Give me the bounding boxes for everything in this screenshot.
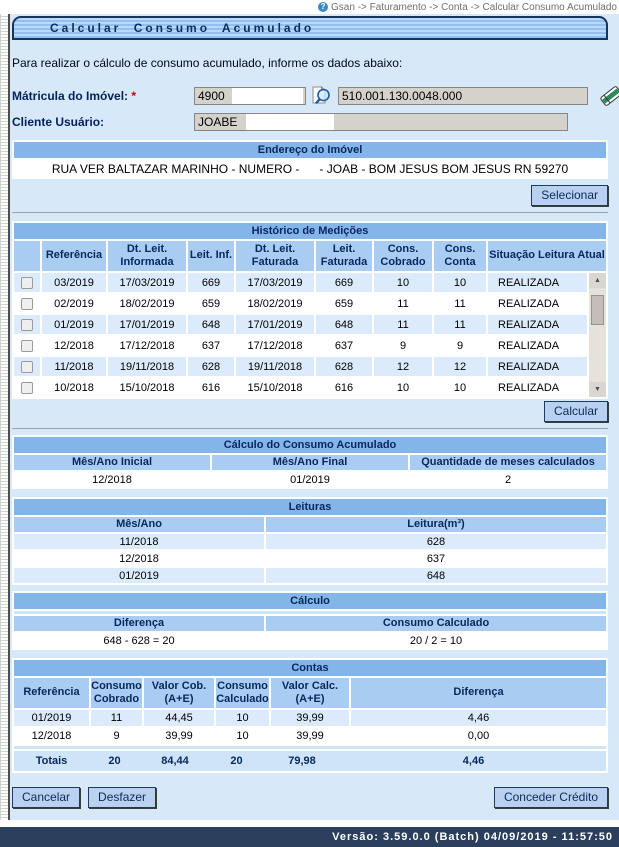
required-marker: * bbox=[131, 89, 137, 103]
hist-cell: 11/2018 bbox=[42, 357, 106, 376]
matricula-input-wrap bbox=[194, 87, 306, 105]
inscricao-input-wrap bbox=[338, 87, 588, 105]
hist-cell: REALIZADA bbox=[488, 294, 587, 313]
contas-title: Contas bbox=[14, 660, 606, 676]
value-cell: 12/2018 bbox=[14, 551, 264, 566]
value-cell: 2 bbox=[410, 472, 606, 487]
value-cell: 44,45 bbox=[144, 710, 214, 726]
search-icon[interactable] bbox=[310, 86, 332, 106]
leituras-rows bbox=[14, 534, 606, 583]
cliente-input-wrap bbox=[194, 113, 568, 131]
calculo-title: Cálculo bbox=[14, 593, 606, 609]
hist-cell: 19/11/2018 bbox=[108, 357, 186, 376]
row-checkbox-cell bbox=[14, 315, 40, 334]
column-header: Consumo Calculado bbox=[216, 678, 269, 708]
column-header: Cons. Cobrado bbox=[374, 241, 432, 271]
totals-cell: 79,98 bbox=[288, 755, 316, 767]
hist-cell: 12/2018 bbox=[42, 336, 106, 355]
hist-cell: 669 bbox=[188, 273, 234, 292]
hist-cell: REALIZADA bbox=[488, 273, 587, 292]
table-spacer bbox=[14, 611, 606, 614]
hist-cell: 648 bbox=[188, 315, 234, 334]
row-checkbox-cell bbox=[14, 294, 40, 313]
hist-cell: 19/11/2018 bbox=[236, 357, 314, 376]
column-header: Referência bbox=[42, 241, 106, 271]
hist-cell: REALIZADA bbox=[488, 336, 587, 355]
cliente-label: Cliente Usuário: bbox=[12, 115, 105, 129]
hist-cell: 10 bbox=[374, 378, 432, 397]
column-header: Leitura(m³) bbox=[266, 517, 606, 532]
column-header: Consumo Calculado bbox=[266, 616, 606, 631]
hist-cell: 637 bbox=[188, 336, 234, 355]
hist-cell: 10 bbox=[434, 273, 486, 292]
table-spacer bbox=[14, 746, 606, 749]
value-cell: 11/2018 bbox=[14, 534, 264, 549]
hist-cell: 659 bbox=[188, 294, 234, 313]
endereco-table bbox=[12, 140, 608, 179]
left-edge-decoration bbox=[0, 14, 10, 820]
page-title: Calcular Consumo Acumulado bbox=[12, 16, 608, 40]
scrollbar[interactable] bbox=[589, 273, 606, 397]
column-header: Mês/Ano bbox=[14, 517, 264, 532]
totals-cell: Totais bbox=[35, 755, 68, 767]
breadcrumb bbox=[0, 0, 619, 14]
historico-title: Histórico de Medições bbox=[14, 223, 606, 239]
column-header: Consumo Cobrado bbox=[91, 678, 142, 708]
scrollbar-thumb[interactable] bbox=[591, 295, 604, 325]
row-checkbox[interactable] bbox=[21, 340, 33, 352]
divider bbox=[12, 428, 608, 429]
hist-cell: 669 bbox=[316, 273, 372, 292]
historico-body bbox=[14, 273, 606, 397]
hist-cell: REALIZADA bbox=[488, 315, 587, 334]
value-cell: 20 / 2 = 10 bbox=[266, 633, 606, 648]
hist-cell: 10/2018 bbox=[42, 378, 106, 397]
hist-cell: 12 bbox=[434, 357, 486, 376]
selecionar-button[interactable]: Selecionar bbox=[531, 185, 608, 206]
hist-cell: 10 bbox=[374, 273, 432, 292]
hist-cell: 659 bbox=[316, 294, 372, 313]
hist-cell: 01/2019 bbox=[42, 315, 106, 334]
column-header: Leit. Inf. bbox=[188, 241, 234, 271]
hist-cell: REALIZADA bbox=[488, 378, 587, 397]
header-checkbox-col bbox=[14, 241, 40, 271]
leituras-headers bbox=[14, 517, 606, 532]
column-header: Referência bbox=[14, 678, 89, 708]
column-header: Valor Cob. (A+E) bbox=[144, 678, 214, 708]
matricula-label: Mátricula do Imóvel: * bbox=[12, 89, 137, 103]
row-checkbox[interactable] bbox=[21, 319, 33, 331]
value-cell: 11 bbox=[91, 710, 142, 726]
hist-cell: 628 bbox=[316, 357, 372, 376]
divider bbox=[12, 212, 608, 213]
value-cell: 01/2019 bbox=[212, 472, 408, 487]
row-checkbox[interactable] bbox=[21, 361, 33, 373]
hist-cell: 17/03/2019 bbox=[236, 273, 314, 292]
hist-cell: 637 bbox=[316, 336, 372, 355]
calculo-acumulado-values bbox=[14, 472, 606, 487]
hist-cell: 15/10/2018 bbox=[236, 378, 314, 397]
totals-cell: 20 bbox=[108, 755, 121, 767]
hist-cell: 628 bbox=[188, 357, 234, 376]
value-cell: 4,46 bbox=[351, 710, 606, 726]
value-cell: 39,99 bbox=[271, 710, 349, 726]
value-cell: 01/2019 bbox=[14, 568, 264, 583]
hist-cell: 17/12/2018 bbox=[108, 336, 186, 355]
row-checkbox-cell bbox=[14, 273, 40, 292]
selecionar-row bbox=[12, 185, 608, 206]
column-header: Leit. Faturada bbox=[316, 241, 372, 271]
hist-cell: 17/01/2019 bbox=[236, 315, 314, 334]
column-header: Diferença bbox=[351, 678, 606, 708]
bottom-button-row bbox=[12, 787, 608, 808]
value-cell: 10 bbox=[216, 728, 269, 744]
column-header: Dt. Leit. Faturada bbox=[236, 241, 314, 271]
calculo-acumulado-title: Cálculo do Consumo Acumulado bbox=[14, 437, 606, 453]
row-checkbox-cell bbox=[14, 336, 40, 355]
calculo-headers bbox=[14, 616, 606, 631]
totals-cell: 20 bbox=[230, 755, 243, 767]
row-checkbox-cell bbox=[14, 378, 40, 397]
column-header: Valor Calc. (A+E) bbox=[271, 678, 349, 708]
calculo-values bbox=[14, 633, 606, 648]
value-cell: 628 bbox=[266, 534, 606, 549]
hist-cell: 17/03/2019 bbox=[108, 273, 186, 292]
hist-cell: 15/10/2018 bbox=[108, 378, 186, 397]
help-icon[interactable]: ? bbox=[318, 2, 328, 12]
column-header: Mês/Ano Inicial bbox=[14, 455, 210, 470]
calculo-acumulado-headers bbox=[14, 455, 606, 470]
hist-cell: 17/01/2019 bbox=[108, 315, 186, 334]
row-checkbox[interactable] bbox=[21, 277, 33, 289]
cliente-row bbox=[12, 112, 608, 132]
value-cell: 648 - 628 = 20 bbox=[14, 633, 264, 648]
hist-cell: 9 bbox=[374, 336, 432, 355]
cancelar-button[interactable]: Cancelar bbox=[12, 787, 80, 808]
hist-cell: 18/02/2019 bbox=[236, 294, 314, 313]
redaction-patch bbox=[232, 88, 303, 104]
value-cell: 01/2019 bbox=[14, 710, 89, 726]
eraser-icon[interactable] bbox=[598, 84, 619, 108]
intro-text: Para realizar o cálculo de consumo acumulado, informe os dados abaixo: bbox=[12, 56, 403, 70]
value-cell: 39,99 bbox=[271, 728, 349, 744]
row-checkbox[interactable] bbox=[21, 382, 33, 394]
contas-rows bbox=[14, 710, 606, 744]
hist-cell: 9 bbox=[434, 336, 486, 355]
hist-cell: 11 bbox=[434, 315, 486, 334]
desfazer-button[interactable]: Desfazer bbox=[88, 787, 156, 808]
hist-cell: REALIZADA bbox=[488, 357, 587, 376]
value-cell: 637 bbox=[266, 551, 606, 566]
column-header: Cons. Conta bbox=[434, 241, 486, 271]
column-header: Situação Leitura Atual bbox=[488, 241, 606, 271]
scrollbar-down-arrow[interactable]: ▼ bbox=[589, 382, 606, 397]
inscricao-input[interactable] bbox=[338, 87, 588, 105]
calcular-button[interactable]: Calcular bbox=[544, 401, 608, 422]
leituras-title: Leituras bbox=[14, 499, 606, 515]
historico-rows bbox=[14, 273, 587, 397]
value-cell: 10 bbox=[216, 710, 269, 726]
contas-headers bbox=[14, 678, 606, 708]
row-checkbox-cell bbox=[14, 357, 40, 376]
column-header: Mês/Ano Final bbox=[212, 455, 408, 470]
footer-gap bbox=[0, 820, 619, 827]
breadcrumb-text: Gsan -> Faturamento -> Conta -> Calcular Consumo Acumulado bbox=[331, 1, 617, 13]
version-footer: Versão: 3.59.0.0 (Batch) 04/09/2019 - 11:57:50 bbox=[0, 827, 619, 847]
calculo-table bbox=[12, 591, 608, 650]
endereco-address: RUA VER BALTAZAR MARINHO - NUMERO - - JOAB - BOM JESUS BOM JESUS RN 59270 bbox=[14, 160, 606, 177]
historico-table bbox=[12, 221, 608, 399]
endereco-title: Endereço do Imóvel bbox=[14, 142, 606, 158]
calcular-row bbox=[12, 401, 608, 422]
value-cell: 9 bbox=[91, 728, 142, 744]
value-cell: 648 bbox=[266, 568, 606, 583]
hist-cell: 02/2019 bbox=[42, 294, 106, 313]
hist-cell: 17/12/2018 bbox=[236, 336, 314, 355]
main-panel bbox=[0, 14, 619, 820]
conceder-credito-button[interactable]: Conceder Crédito bbox=[494, 787, 608, 808]
hist-cell: 616 bbox=[188, 378, 234, 397]
column-header: Quantidade de meses calculados bbox=[410, 455, 606, 470]
hist-cell: 616 bbox=[316, 378, 372, 397]
value-cell: 12/2018 bbox=[14, 472, 210, 487]
calculo-acumulado-table bbox=[12, 435, 608, 489]
hist-cell: 12 bbox=[374, 357, 432, 376]
totals-cell: 4,46 bbox=[462, 755, 485, 767]
column-header: Dt. Leit. Informada bbox=[108, 241, 186, 271]
value-cell: 0,00 bbox=[351, 728, 606, 744]
value-cell: 12/2018 bbox=[14, 728, 89, 744]
totals-cell: 84,44 bbox=[161, 755, 189, 767]
hist-cell: 10 bbox=[434, 378, 486, 397]
matricula-row bbox=[12, 86, 608, 106]
leituras-table bbox=[12, 497, 608, 585]
hist-cell: 11 bbox=[374, 315, 432, 334]
value-cell: 39,99 bbox=[144, 728, 214, 744]
contas-totals-row bbox=[14, 751, 606, 771]
hist-cell: 11 bbox=[374, 294, 432, 313]
scrollbar-up-arrow[interactable]: ▲ bbox=[589, 273, 606, 288]
hist-cell: 11 bbox=[434, 294, 486, 313]
redaction-patch bbox=[246, 114, 334, 130]
contas-table bbox=[12, 658, 608, 773]
hist-cell: 648 bbox=[316, 315, 372, 334]
hist-cell: 03/2019 bbox=[42, 273, 106, 292]
column-header: Diferença bbox=[14, 616, 264, 631]
historico-header-row bbox=[14, 241, 606, 271]
hist-cell: 18/02/2019 bbox=[108, 294, 186, 313]
row-checkbox[interactable] bbox=[21, 298, 33, 310]
content-area bbox=[10, 14, 619, 820]
